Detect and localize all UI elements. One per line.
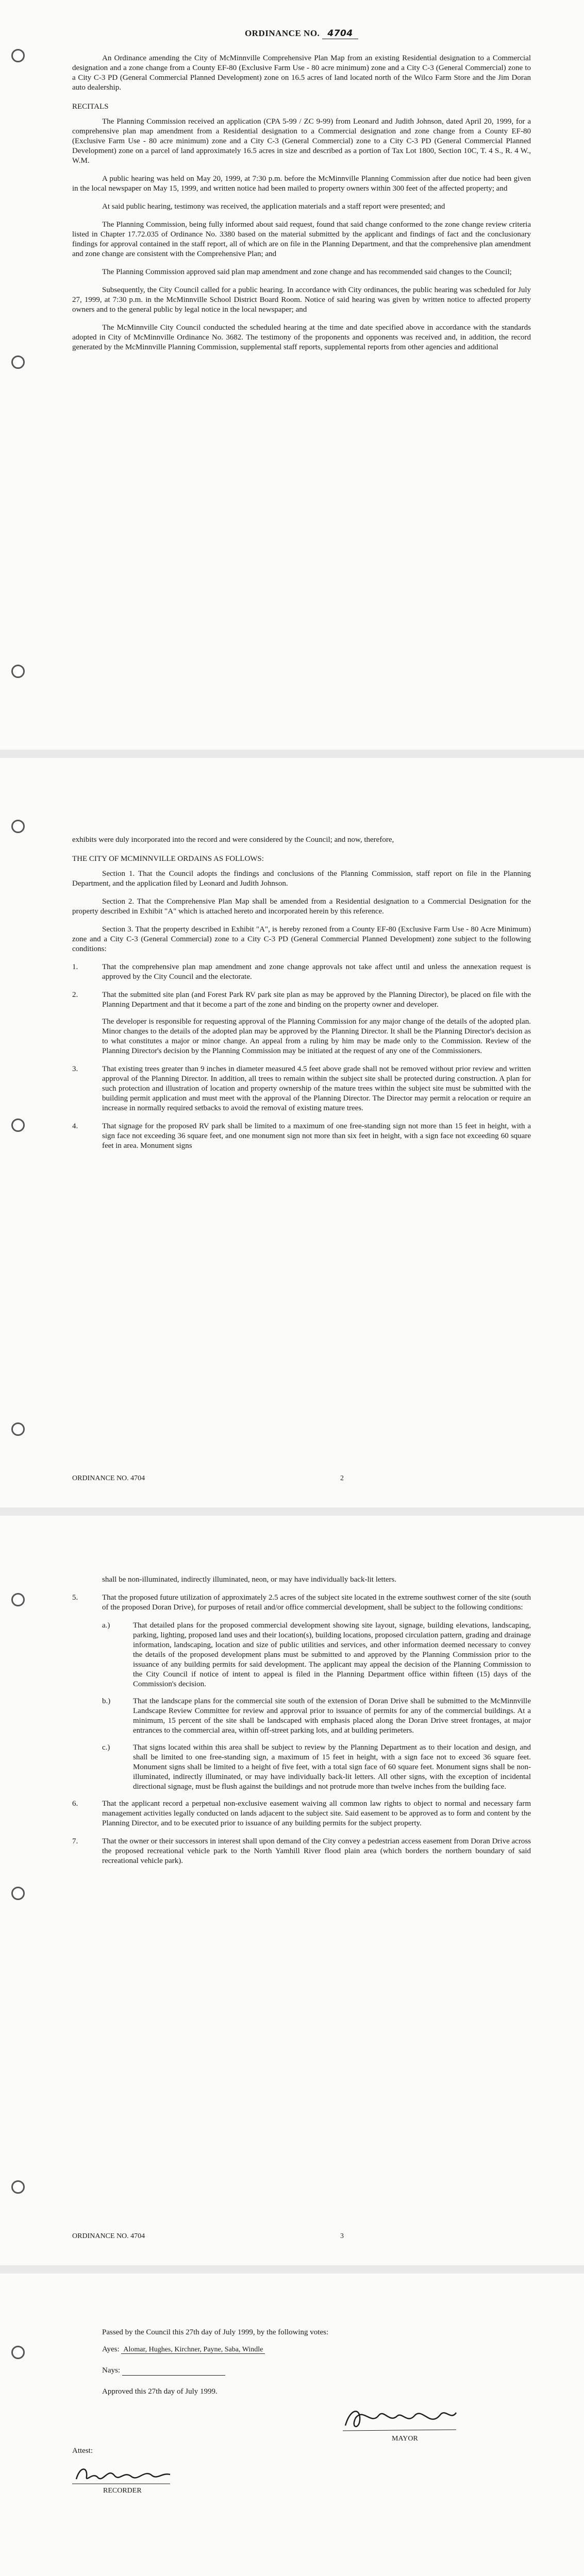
- page-2: [0, 758, 584, 1507]
- page-4: [0, 2274, 584, 2576]
- recitals-heading: RECITALS: [72, 103, 109, 111]
- ordinance-header: [72, 28, 531, 39]
- sub-condition-text: That the landscape plans for the commercial site south of the extension of Doran Drive shall be submitted to the McMinnville Landscape Review Committee for review and approval prior to issuance of permits for any of the commercial buildings. At a minimum, 15 percent of the site shall be landscaped with emphasis placed along the Doran Drive street frontages, at major entrances to the commercial area, within off-street parking lots, and at building perimeters.: [133, 1697, 531, 1735]
- page-number: 3: [340, 2232, 344, 2240]
- sub-condition-item: [72, 1743, 531, 1792]
- ordinance-intro: An Ordinance amending the City of McMinnville Comprehensive Plan Map from an existing Residential designation to a Commercial designation and a zone change from a County EF-80 (Exclusive Farm Use - 80 acre minimum) zone and a City C-3 (General Commercial) zone to a City C-3 PD (General Commercial Planned Development) zone on 16.5 acres of land located north of the Wilco Farm Store and the Jim Doran auto dealership.: [72, 54, 531, 92]
- condition-text: That the proposed future utilization of approximately 2.5 acres of the subject site located in the extreme southwest corner of the site (south of the proposed Doran Drive), for purposes of retail and/or office commercial development, shall be subject to the following conditions:: [102, 1594, 531, 1612]
- recorder-label: RECORDER: [103, 2487, 142, 2495]
- sub-condition-item: [72, 1697, 531, 1736]
- condition-text: That existing trees greater than 9 inches in diameter measured 4.5 feet above grade shall not be removed without prior review and written approval of the Planning Director. In addition, all trees to remain within the subject site shall be protected during construction. A plan for such protection and illustration of location and property ownership of the mature trees within the subject site must be submitted with the building permit application and must meet with the approval of the Planning Director. The Director may permit a relocation or require an increase in normally required setbacks to avoid the removal of existing mature trees.: [102, 1065, 531, 1112]
- section-paragraph: Section 2. That the Comprehensive Plan Map shall be amended from a Residential designation to a Commercial Designation for the property described in Exhibit "A" which is attached hereto and incorporated herein by this reference.: [72, 897, 531, 916]
- page-4-content: [72, 2328, 531, 2502]
- footer-ordinance-number: 4704: [130, 1475, 145, 1482]
- mayor-signature: [340, 2405, 459, 2433]
- nays-row: [72, 2366, 531, 2376]
- attest-label: Attest:: [72, 2447, 93, 2455]
- condition-item: [72, 1593, 531, 1613]
- condition-item: [72, 962, 531, 982]
- punch-hole: [11, 1593, 25, 1606]
- footer-ordinance-label: ORDINANCE NO.: [72, 2232, 129, 2240]
- sub-condition-letter: a.): [102, 1621, 110, 1630]
- condition-text: That signage for the proposed RV park shall be limited to a maximum of one free-standing sign not more than 15 feet in height, with a sign face not exceeding 36 square feet, and one monument sign not more than six feet in height, with a sign face not exceeding 60 square feet in area. Monument signs: [102, 1122, 531, 1150]
- section-paragraph: Section 3. That the property described in Exhibit "A", is hereby rezoned from a County EF-80 (Exclusive Farm Use - 80 Acre Minimum) zone and a City C-3 (General Commercial) zone to a City C-3 PD (General Commercial Planned Development) zone subject to the following conditions:: [72, 925, 531, 953]
- condition-item: [72, 1122, 531, 1151]
- recital-paragraph: The Planning Commission, being fully informed about said request, found that said change conformed to the zone change review criteria listed in Chapter 17.72.035 of Ordinance No. 3380 based on the material submitted by the applicant and findings of fact and the conclusionary findings for approval contained in the staff report, all of which are on file in the Planning Department, and that the comprehensive plan amendment and zone change are consistent with the Comprehensive Plan; and: [72, 221, 531, 258]
- recital-paragraph: A public hearing was held on May 20, 1999, at 7:30 p.m. before the McMinnville Planning Commission after due notice had been given in the local newspaper on May 15, 1999, and written notice had been mailed to property owners within 300 feet of the affected property; and: [72, 175, 531, 193]
- footer-ordinance-number: 4704: [130, 2232, 145, 2240]
- recorder-signature: [72, 2461, 175, 2487]
- page-number: 2: [340, 1475, 344, 1482]
- punch-hole: [11, 1887, 25, 1900]
- condition-number: 2.: [72, 991, 78, 999]
- recital-paragraph: The McMinnville City Council conducted the scheduled hearing at the time and date specified above in accordance with the standards adopted in City of McMinnville Ordinance No. 3682. The testimony of the proponents and opponents was received and, in addition, the record generated by the McMinnville Planning Commission, supplemental staff reports, supplemental reports from other agencies and additional: [72, 324, 531, 351]
- mayor-signature-block: [72, 2405, 531, 2446]
- ordains-heading: THE CITY OF MCMINNVILLE ORDAINS AS FOLLOWS:: [72, 855, 264, 863]
- condition-number: 6.: [72, 1800, 78, 1808]
- ordinance-label: ORDINANCE NO.: [244, 28, 320, 38]
- sub-condition-letter: b.): [102, 1697, 111, 1705]
- page-3-content: [72, 1575, 531, 1874]
- page-1-content: [72, 0, 531, 361]
- condition-text: That the submitted site plan (and Forest Park RV park site plan as may be approved by the Planning Director), be placed on file with the Planning Department and that it become a part of the zone and binding on the property owner and developer.: [102, 991, 531, 1009]
- continuation-text: shall be non-illuminated, indirectly illuminated, neon, or may have individually back-lit letters.: [102, 1575, 397, 1584]
- condition-text: That the comprehensive plan map amendment and zone change approvals not take affect until and unless the annexation request is approved by the City Council and the electorate.: [102, 963, 531, 981]
- condition-item: [72, 1799, 531, 1828]
- punch-hole: [11, 1118, 25, 1132]
- condition-number: 4.: [72, 1122, 78, 1130]
- ayes-names: Alomar, Hughes, Kirchner, Payne, Saba, Windle: [121, 2346, 265, 2354]
- recital-paragraph: At said public hearing, testimony was received, the application materials and a staff report were presented; and: [102, 202, 445, 211]
- condition-number: 5.: [72, 1594, 78, 1602]
- nays-label: Nays:: [102, 2366, 120, 2375]
- page-footer: [72, 2232, 531, 2241]
- condition-number: 1.: [72, 963, 78, 971]
- recital-paragraph: The Planning Commission approved said plan map amendment and zone change and has recommended said changes to the Council;: [102, 268, 512, 276]
- punch-hole: [11, 665, 25, 678]
- condition-text: The developer is responsible for requesting approval of the Planning Commission for any major change of the details of the adopted plan. Minor changes to the details of the adopted plan may be approved by the Planning Director. It shall be the Planning Director's decision as to what constitutes a major or minor change. An appeal from a ruling by him may be made only to the Commission. Review of the Planning Director's decision by the Planning Commission may be initiated at the request of any one of the Commissioners.: [102, 1018, 531, 1055]
- continuation-text: exhibits were duly incorporated into the record and were considered by the Council; and now, therefore,: [72, 836, 394, 844]
- ayes-row: [72, 2345, 531, 2354]
- section-paragraph: Section 1. That the Council adopts the findings and conclusions of the Planning Commission, staff report on file in the Planning Department, and the application filed by Leonard and Judith Johnson.: [72, 870, 531, 888]
- condition-number: 7.: [72, 1837, 78, 1845]
- footer-ordinance-label: ORDINANCE NO.: [72, 1475, 129, 1482]
- sub-condition-letter: c.): [102, 1743, 110, 1752]
- punch-hole: [11, 355, 25, 369]
- condition-item: [72, 1064, 531, 1113]
- punch-hole: [11, 2180, 25, 2194]
- sub-condition-item: [72, 1621, 531, 1689]
- passed-statement: Passed by the Council this 27th day of July 1999, by the following votes:: [102, 2328, 329, 2336]
- condition-item: [72, 990, 531, 1056]
- page-1: [0, 0, 584, 750]
- condition-text: That the applicant record a perpetual non-exclusive easement waiving all common law rights to object to normal and necessary farm management activities legally conducted on lands adjacent to the subject site. Said easement to be approved as to form and content by the Planning Director, and to be executed prior to issuance of any building permits for the subject property.: [102, 1800, 531, 1827]
- condition-text: That the owner or their successors in interest shall upon demand of the City convey a pedestrian access easement from Doran Drive across the proposed recreational vehicle park to the North Yamhill River flood plain area (which borders the northern boundary of said recreational vehicle park).: [102, 1837, 531, 1865]
- ordinance-number: 4704: [322, 29, 358, 39]
- mayor-label: MAYOR: [392, 2435, 418, 2443]
- nays-names: [122, 2375, 225, 2376]
- sub-condition-text: That detailed plans for the proposed commercial development showing site layout, signage, building elevations, landscaping, parking, lighting, proposed land uses and their location(s), building locations, proposed circulation pattern, grading and drainage information, landscaping, location and size of public utilities and services, and other information deemed necessary to convey the details of the proposed development plans must be submitted to and approved by the Planning Commission prior to the issuance of any building permits for said development. The applicant may appeal the decision of the Planning Commission to the City Council if notice of intent to appeal is filed in the Planning Department office within fifteen (15) days of the Commission's decision.: [133, 1621, 531, 1688]
- recital-paragraph: The Planning Commission received an application (CPA 5-99 / ZC 9-99) from Leonard and Judith Johnson, dated April 20, 1999, for a comprehensive plan map amendment from a Residential designation to a Commercial designation and zone change from a County EF-80 (Exclusive Farm Use - 80 acre minimum) zone and a City C-3 (General Commercial) zone to a City C-3 PD (General Commercial Planned Development) zone on a parcel of land approximately 16.5 acres in size and described as a portion of Tax Lot 1800, Section 10C, T. 4 S., R. 4 W., W.M.: [72, 117, 531, 165]
- ayes-label: Ayes:: [102, 2345, 120, 2353]
- approved-statement: Approved this 27th day of July 1999.: [102, 2387, 218, 2396]
- recital-paragraph: Subsequently, the City Council called for a public hearing. In accordance with City ordinances, the public hearing was scheduled for July 27, 1999, at 7:30 p.m. in the McMinnville School District Board Room. Notice of said hearing was given by written notice to affected property owners and to the general public by legal notice in the local newspaper; and: [72, 286, 531, 314]
- page-3: [0, 1516, 584, 2265]
- page-2-content: [72, 835, 531, 1159]
- punch-hole: [11, 49, 25, 62]
- punch-hole: [11, 1422, 25, 1436]
- page-footer: [72, 1475, 531, 1483]
- sub-condition-text: That signs located within this area shall be subject to review by the Planning Department as to their location and design, and shall be limited to one free-standing sign, a maximum of 15 feet in height, with a sign face not to exceed 36 square feet. Monument signs shall be limited to a height of five feet, with a total sign face of 60 square feet. Monument signs shall be non-illuminated, indirectly illuminated, or may have individually back-lit letters. All other signs, with the exception of incidental directional signage, must be flush against the buildings and not protrude more than twelve inches from the building face.: [133, 1743, 531, 1791]
- condition-number: 3.: [72, 1065, 78, 1073]
- recorder-signature-block: [72, 2461, 531, 2502]
- punch-hole: [11, 820, 25, 833]
- condition-item: [72, 1837, 531, 1866]
- punch-hole: [11, 2346, 25, 2359]
